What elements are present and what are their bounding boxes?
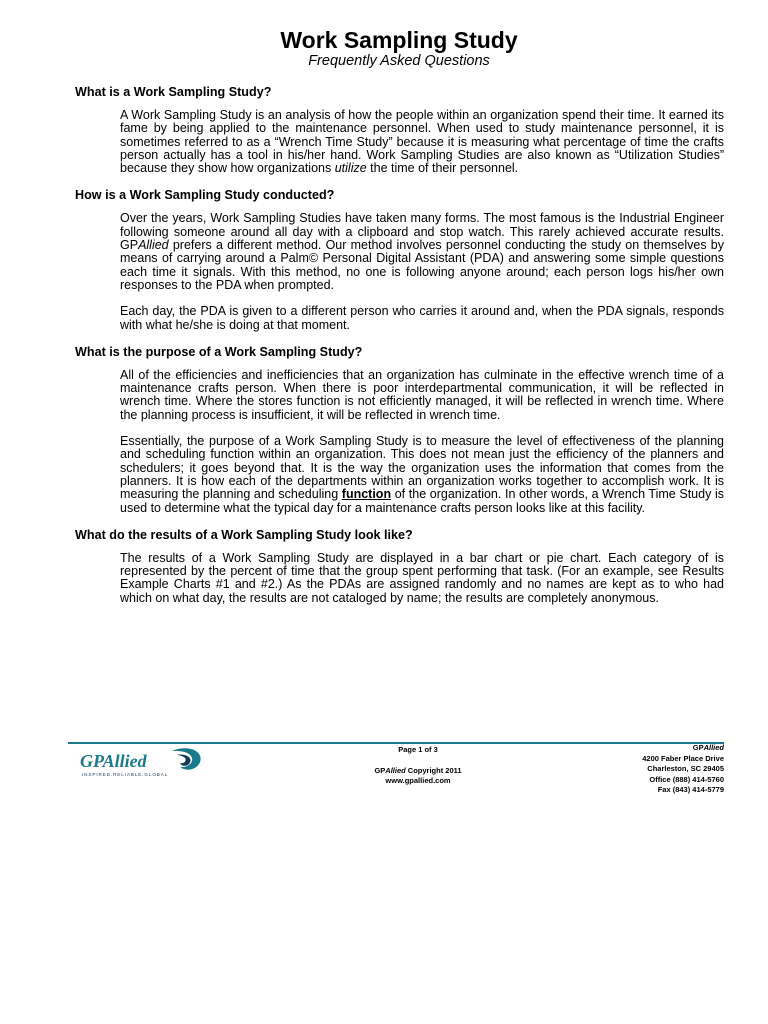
- copyright: GPAllied Copyright 2011: [374, 765, 462, 775]
- page-number: Page 1 of 3: [398, 745, 438, 754]
- fax-number: Fax (843) 414-5779: [657, 785, 724, 795]
- faq-answer-2-paragraph-2: Each day, the PDA is given to a different person who carries it around and, when the PDA signals, responds with what he/she is doing at that moment.: [120, 304, 724, 332]
- faq-question-2: How is a Work Sampling Study conducted?: [75, 188, 335, 203]
- logo-tagline: INSPIRED.RELIABLE.GLOBAL: [82, 772, 169, 777]
- faq-question-1: What is a Work Sampling Study?: [75, 85, 272, 99]
- office-phone: Office (888) 414-5760: [649, 774, 724, 784]
- address-line-1: 4200 Faber Place Drive: [642, 753, 724, 763]
- faq-answer-4-paragraph-1: The results of a Work Sampling Study are displayed in a bar chart or pie chart. Each category of is represented by the percent of time that the group spent performing that task. (For an example, see Results Example Charts #1 and #2.) As the PDAs are assigned randomly and no names are kept as to who had which on what day, the results are not cataloged by name; the results are completely anonymous.: [120, 550, 724, 605]
- document-subtitle: Frequently Asked Questions: [308, 53, 490, 69]
- faq-answer-1-paragraph-1: A Work Sampling Study is an analysis of how the people within an organization spend their time. It earned its fame by being applied to the maintenance personnel. When used to study maintenance personnel, it is sometimes referred to as a “Wrench Time Study” because it is measuring what percentage of time the crafts person actually has a tool in his/her hand. Work Sampling Studies are also known as “Utilization Studies” because they show how organizations utilize the time of their personnel.: [120, 108, 724, 176]
- faq-question-4: What do the results of a Work Sampling Study look like?: [75, 527, 413, 542]
- faq-answer-3-paragraph-1: All of the efficiencies and inefficiencies that an organization has culminate in the effective wrench time of a maintenance crafts person. When there is poor interdepartmental communication, it will be reflected in wrench time. Where the stores function is not efficiently managed, it will be reflected in wrench time. Where the planning process is insufficient, it will be reflected in wrench time.: [120, 367, 724, 422]
- emphasis-function: function: [341, 487, 392, 502]
- faq-answer-3-paragraph-2: Essentially, the purpose of a Work Sampling Study is to measure the level of effectiveness of the planning and scheduling function within an organization. This does not mean just the efficiency of the planners and schedulers; it goes beyond that. It is the way the organization uses the information that comes from the planners. It is how each of the departments within an organization works together to accomplish work. It is measuring the planning and scheduling function of the organization. In other words, a Wrench Time Study is used to determine what the typical day for a maintenance crafts person looks like at this facility.: [120, 434, 724, 515]
- logo-swirl-icon: [172, 748, 201, 770]
- footer-center: [318, 745, 518, 787]
- address-line-2: Charleston, SC 29405: [647, 764, 724, 774]
- logo-wordmark: GPAllied: [80, 751, 147, 771]
- faq-question-3: What is the purpose of a Work Sampling Study?: [75, 344, 363, 359]
- footer-address: [574, 743, 724, 796]
- gpallied-logo: [76, 745, 206, 779]
- website-link[interactable]: www.gpallied.com: [385, 776, 451, 786]
- company-name: GPAllied: [692, 743, 724, 752]
- document-body: [75, 85, 725, 614]
- faq-answer-2-paragraph-1: Over the years, Work Sampling Studies have taken many forms. The most famous is the Industrial Engineer following someone around all day with a clipboard and stop watch. This rarely achieved accurate results. GPAllied prefers a different method. Our method involves personnel conducting the study on themselves by means of carrying around a Palm© Personal Digital Assistant (PDA) and answering some simple questions each time it signals. With this method, no one is following anyone around; each person logs his/her own responses to the PDA when prompted.: [120, 211, 724, 292]
- document-title: Work Sampling Study: [280, 27, 518, 53]
